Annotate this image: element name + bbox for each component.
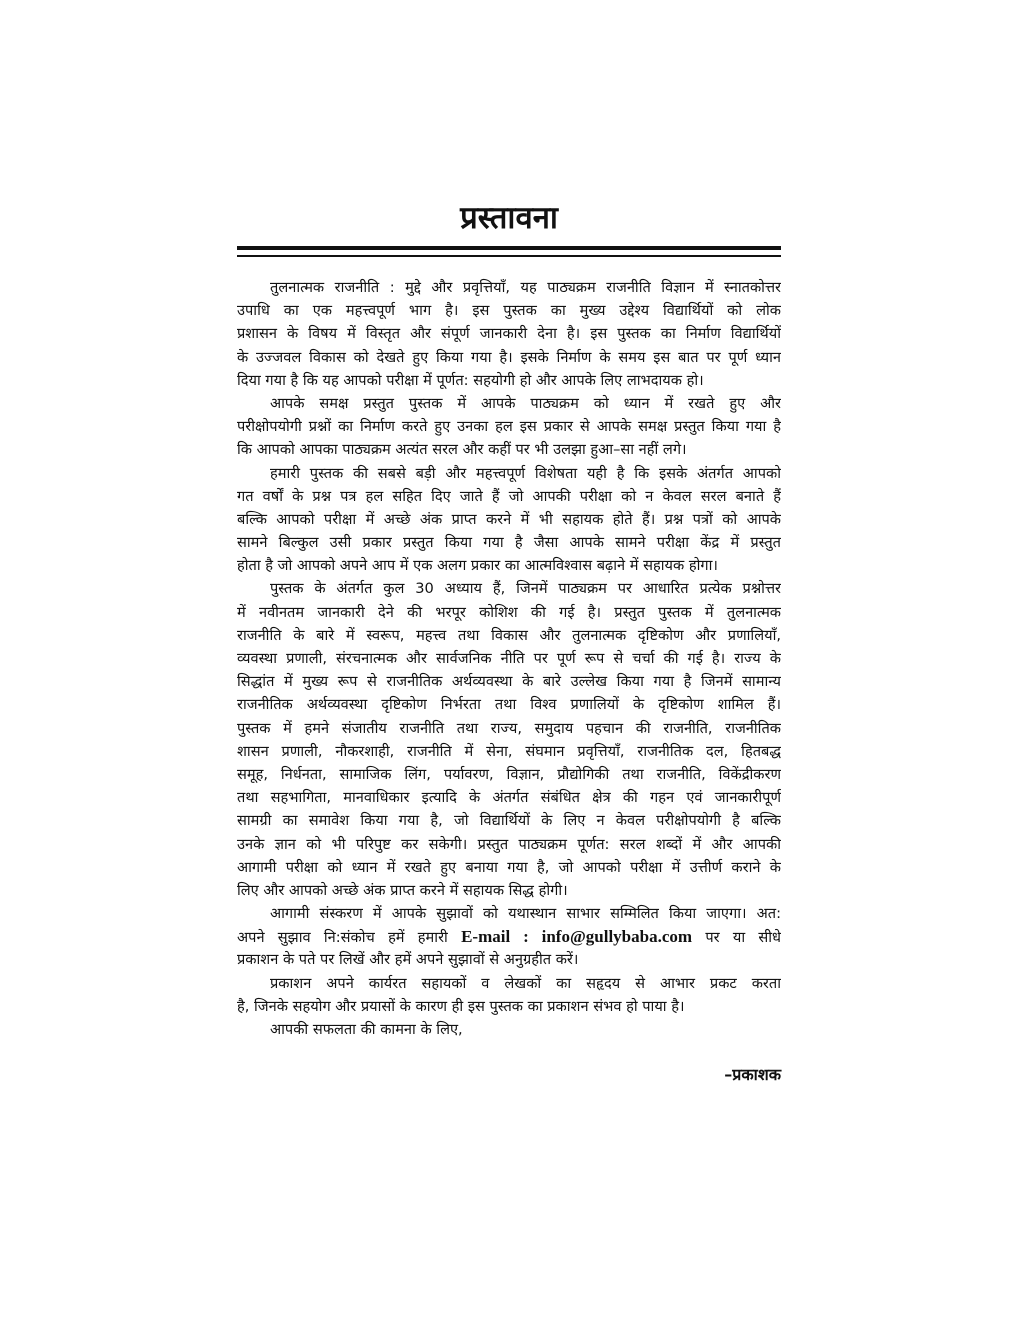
page-title: प्रस्तावना bbox=[460, 200, 558, 236]
text-line: आपकी सफलता की कामना के लिए, bbox=[270, 1021, 463, 1038]
text-line: व्यवस्था प्रणाली, संरचनात्मक और सार्वजनिक नीति पर पूर्ण रूप से चर्चा की गई है। राज्य के bbox=[237, 650, 781, 667]
text-line: प्रशासन के विषय में विस्तृत और संपूर्ण जानकारी देना है। इस पुस्तक का निर्माण विद्यार्थियों bbox=[237, 325, 781, 343]
text-line: राजनीतिक अर्थव्यवस्था दृष्टिकोण निर्भरता तथा विश्व प्रणालियों के दृष्टिकोण शामिल हैं। bbox=[237, 696, 781, 714]
text-line: हमारी पुस्तक की सबसे बड़ी और महत्त्वपूर्ण विशेषता यही है कि इसके अंतर्गत आपको bbox=[270, 464, 781, 482]
text-line: होता है जो आपको अपने आप में एक अलग प्रकार का आत्मविश्वास बढ़ाने में सहायक होगा। bbox=[237, 557, 718, 575]
text-line: आगामी संस्करण में आपके सुझावों को यथास्थान साभार सम्मिलित किया जाएगा। अत: bbox=[270, 905, 781, 923]
text-line: सिद्धांत में मुख्य रूप से राजनीतिक अर्थव्यवस्था के बारे उल्लेख किया गया है जिनमें सामान्य bbox=[237, 673, 781, 691]
signature: –प्रकाशक bbox=[724, 1065, 781, 1084]
text-line: परीक्षोपयोगी प्रश्नों का निर्माण करते हुए उनका हल इस प्रकार से आपके समक्ष प्रस्तुत किया गया है bbox=[237, 418, 781, 436]
text-line: आगामी परीक्षा को ध्यान में रखते हुए बनाया गया है, जो आपको परीक्षा में उत्तीर्ण कराने के bbox=[237, 858, 781, 876]
text-line: गत वर्षों के प्रश्न पत्र हल सहित दिए जाते हैं जो आपकी परीक्षा को न केवल सरल बनाते हैं bbox=[237, 487, 781, 505]
text-line: शासन प्रणाली, नौकरशाही, राजनीति में सेना, संघमान प्रवृत्तियाँ, राजनीतिक दल, हितबद्ध bbox=[237, 742, 781, 760]
text-line: उपाधि का एक महत्त्वपूर्ण भाग है। इस पुस्तक का मुख्य उद्देश्य विद्यार्थियों को लोक bbox=[237, 302, 781, 320]
text-line: समूह, निर्धनता, सामाजिक लिंग, पर्यावरण, विज्ञान, प्रौद्योगिकी तथा राजनीति, विकेंद्रीकरण bbox=[237, 765, 781, 783]
text-fragment: अपने सुझाव नि:संकोच हमें हमारी bbox=[237, 929, 462, 947]
text-line bbox=[237, 925, 781, 948]
text-line: लिए और आपको अच्छे अंक प्राप्त करने में सहायक सिद्ध होगी। bbox=[237, 881, 568, 899]
paragraph bbox=[237, 902, 781, 972]
text-line: तुलनात्मक राजनीति : मुद्दे और प्रवृत्तियाँ, यह पाठ्यक्रम राजनीति विज्ञान में स्नातकोत्तर bbox=[270, 279, 781, 296]
text-line: कि आपको आपका पाठ्यक्रम अत्यंत सरल और कहीं पर भी उलझा हुआ–सा नहीं लगे। bbox=[237, 441, 687, 459]
paragraph bbox=[237, 462, 781, 578]
text-line: सामग्री का समावेश किया गया है, जो विद्यार्थियों के लिए न केवल परीक्षोपयोगी है बल्कि bbox=[237, 812, 781, 830]
text-line: दिया गया है कि यह आपको परीक्षा में पूर्णत: सहयोगी हो और आपके लिए लाभदायक हो। bbox=[237, 371, 704, 389]
text-line: सामने बिल्कुल उसी प्रकार प्रस्तुत किया गया है जैसा आपके सामने परीक्षा केंद्र में प्रस्तुत bbox=[237, 534, 781, 552]
text-line: तथा सहभागिता, मानवाधिकार इत्यादि के अंतर्गत संबंधित क्षेत्र की गहन एवं जानकारीपूर्ण bbox=[237, 789, 781, 807]
paragraph bbox=[237, 276, 781, 392]
paragraph bbox=[237, 392, 781, 462]
text-line: पुस्तक में हमने संजातीय राजनीति तथा राज्य, समुदाय पहचान की राजनीति, राजनीतिक bbox=[237, 719, 781, 737]
title-rule-thin bbox=[237, 255, 781, 257]
text-line: में नवीनतम जानकारी देने की भरपूर कोशिश की गई है। प्रस्तुत पुस्तक में तुलनात्मक bbox=[237, 603, 781, 621]
paragraph bbox=[237, 577, 781, 902]
title-rule-thick bbox=[237, 246, 781, 250]
text-line: प्रकाशन के पते पर लिखें और हमें अपने सुझावों से अनुग्रहीत करें। bbox=[237, 951, 579, 969]
text-line: के उज्जवल विकास को देखते हुए किया गया है। इसके निर्माण के समय इस बात पर पूर्ण ध्यान bbox=[237, 348, 781, 366]
preface-body bbox=[237, 276, 781, 1041]
text-line: प्रकाशन अपने कार्यरत सहायकों व लेखकों का सहृदय से आभार प्रकट करता bbox=[270, 974, 781, 992]
text-fragment: पर या सीधे bbox=[692, 929, 781, 947]
paragraph bbox=[237, 972, 781, 1018]
text-line: पुस्तक के अंतर्गत कुल 30 अध्याय हैं, जिनमें पाठ्यक्रम पर आधारित प्रत्येक प्रश्नोत्तर bbox=[270, 580, 781, 598]
paragraph bbox=[237, 1018, 781, 1041]
text-line: आपके समक्ष प्रस्तुत पुस्तक में आपके पाठ्यक्रम को ध्यान में रखते हुए और bbox=[270, 394, 781, 412]
text-line: राजनीति के बारे में स्वरूप, महत्त्व तथा विकास और तुलनात्मक दृष्टिकोण और प्रणालियाँ, bbox=[237, 626, 781, 644]
text-line: बल्कि आपको परीक्षा में अच्छे अंक प्राप्त करने में भी सहायक होते हैं। प्रश्न पत्रों को आपके bbox=[237, 510, 781, 528]
text-line: उनके ज्ञान को भी परिपुष्ट कर सकेगी। प्रस्तुत पाठ्यक्रम पूर्णत: सरल शब्दों में और आपकी bbox=[237, 835, 781, 853]
email-address: E-mail : info@gullybaba.com bbox=[461, 927, 693, 947]
text-line: है, जिनके सहयोग और प्रयासों के कारण ही इस पुस्तक का प्रकाशन संभव हो पाया है। bbox=[237, 997, 685, 1015]
